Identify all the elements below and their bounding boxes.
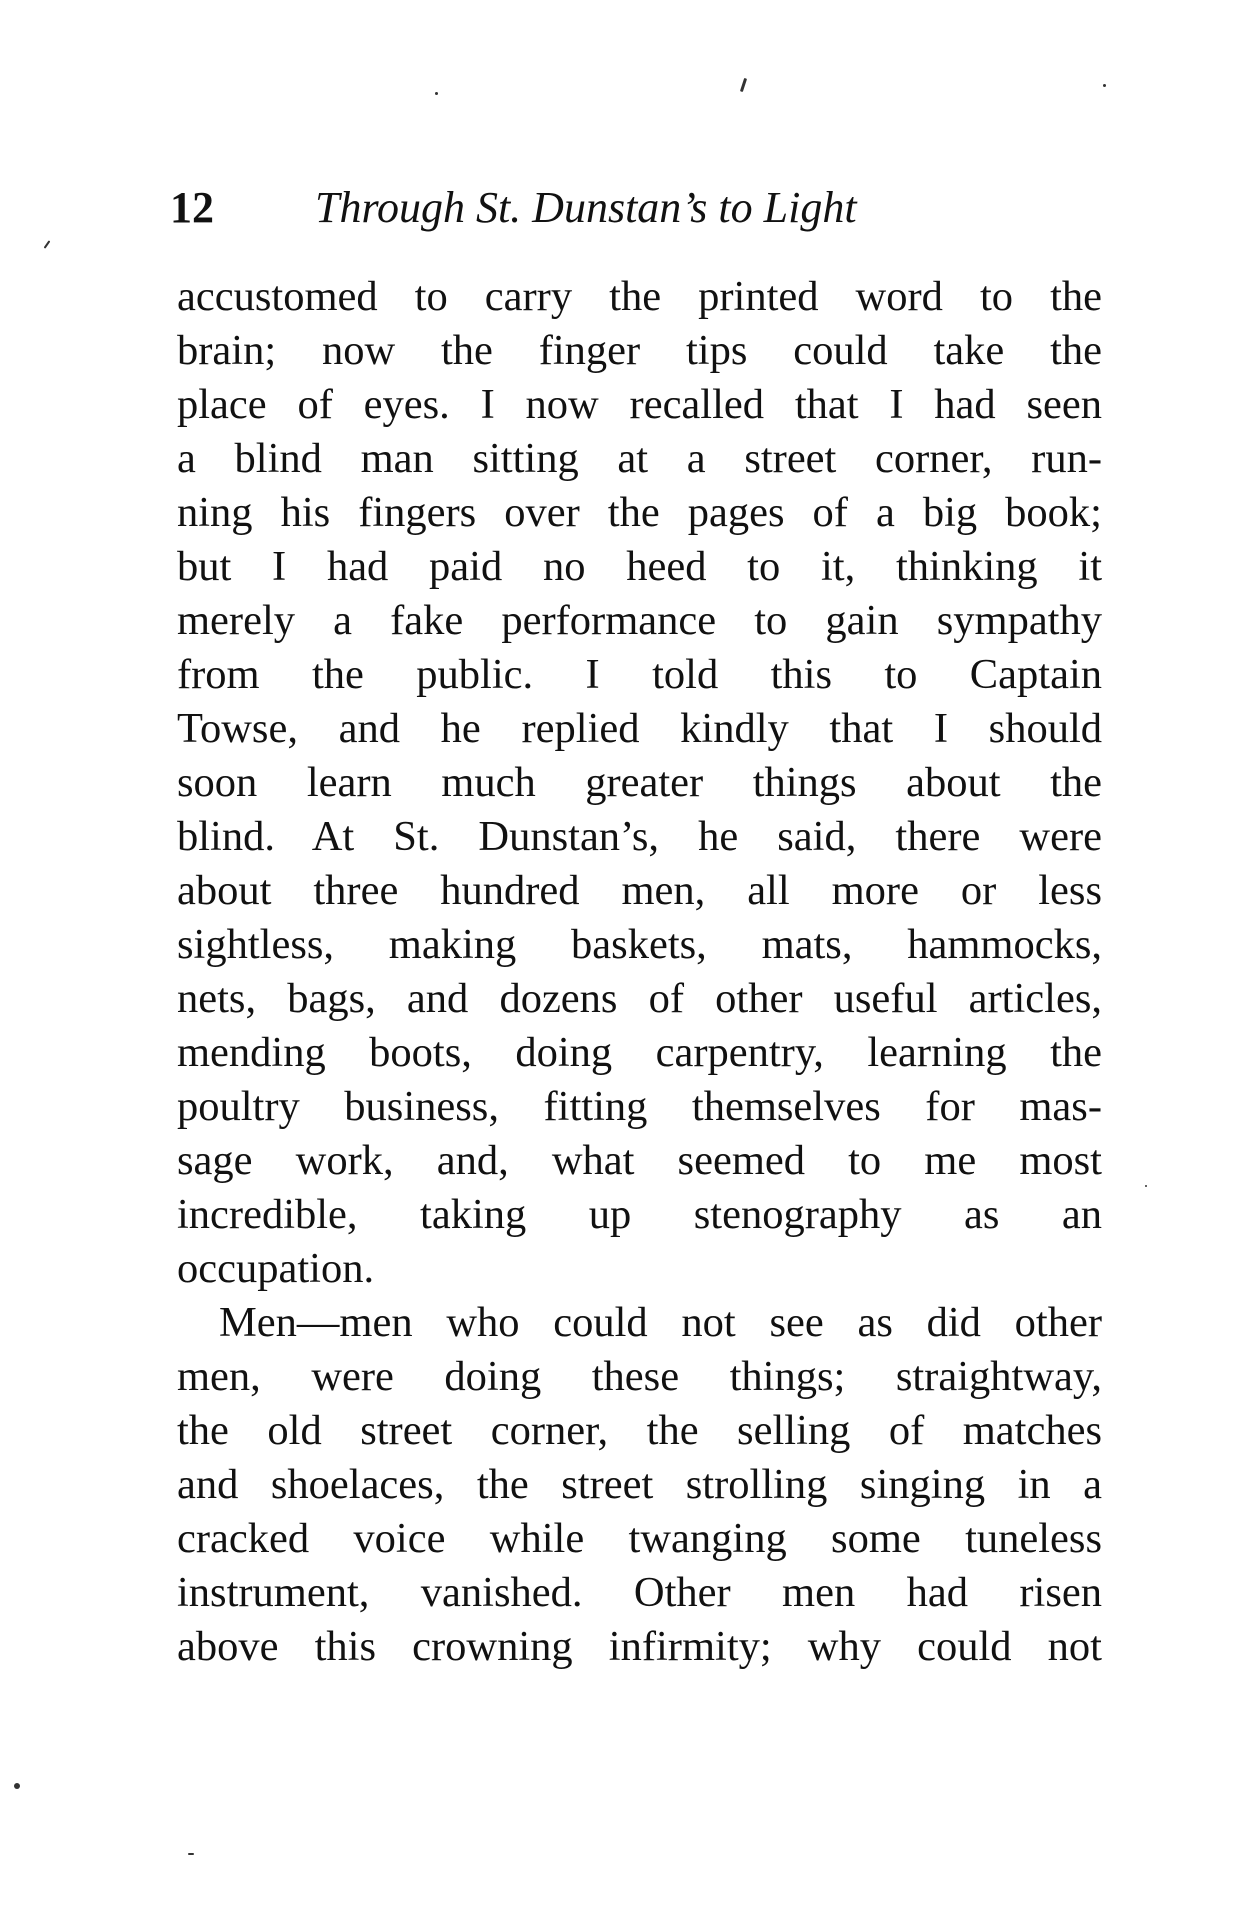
text-line: accustomed to carry the printed word to the: [177, 273, 1102, 320]
text-line: above this crowning infirmity; why could not: [177, 1623, 1102, 1670]
text-line: and shoelaces, the street strolling singing in a: [177, 1461, 1102, 1508]
paragraph-2: [177, 1296, 1102, 1674]
page-number: 12: [170, 183, 214, 232]
scan-speck: [1103, 84, 1106, 87]
text-line: merely a fake performance to gain sympathy: [177, 597, 1102, 644]
scan-speck: [740, 78, 747, 92]
text-line: sightless, making baskets, mats, hammocks,: [177, 921, 1102, 968]
text-line: about three hundred men, all more or less: [177, 867, 1102, 914]
text-line: the old street corner, the selling of matches: [177, 1407, 1102, 1454]
text-line: Towse, and he replied kindly that I should: [177, 705, 1102, 752]
text-line: instrument, vanished. Other men had risen: [177, 1569, 1102, 1616]
page-header: [170, 178, 1100, 238]
scan-speck: [1145, 1185, 1147, 1187]
text-line: Men—men who could not see as did other: [219, 1299, 1102, 1346]
text-line: sage work, and, what seemed to me most: [177, 1137, 1102, 1184]
text-line: soon learn much greater things about the: [177, 759, 1102, 806]
text-line: but I had paid no heed to it, thinking it: [177, 543, 1102, 590]
text-line: from the public. I told this to Captain: [177, 651, 1102, 698]
text-line: ning his fingers over the pages of a big book;: [177, 489, 1102, 536]
scan-speck: [435, 92, 438, 95]
text-line: place of eyes. I now recalled that I had seen: [177, 381, 1102, 428]
text-line: mending boots, doing carpentry, learning the: [177, 1029, 1102, 1076]
text-line: nets, bags, and dozens of other useful articles,: [177, 975, 1102, 1022]
paragraph-1: [177, 270, 1102, 1296]
text-line: brain; now the finger tips could take the: [177, 327, 1102, 374]
body-text: [177, 270, 1102, 1674]
scan-speck: [188, 1853, 194, 1855]
running-title: Through St. Dunstan’s to Light: [315, 183, 857, 232]
text-line: a blind man sitting at a street corner, run-: [177, 435, 1102, 482]
scan-speck: [14, 1783, 20, 1789]
text-line: occupation.: [177, 1245, 375, 1292]
text-line: incredible, taking up stenography as an: [177, 1191, 1102, 1238]
scan-speck: [44, 240, 51, 249]
text-line: blind. At St. Dunstan’s, he said, there were: [177, 813, 1102, 860]
text-line: cracked voice while twanging some tuneless: [177, 1515, 1102, 1562]
text-line: poultry business, fitting themselves for mas-: [177, 1083, 1102, 1130]
text-line: men, were doing these things; straightway,: [177, 1353, 1102, 1400]
